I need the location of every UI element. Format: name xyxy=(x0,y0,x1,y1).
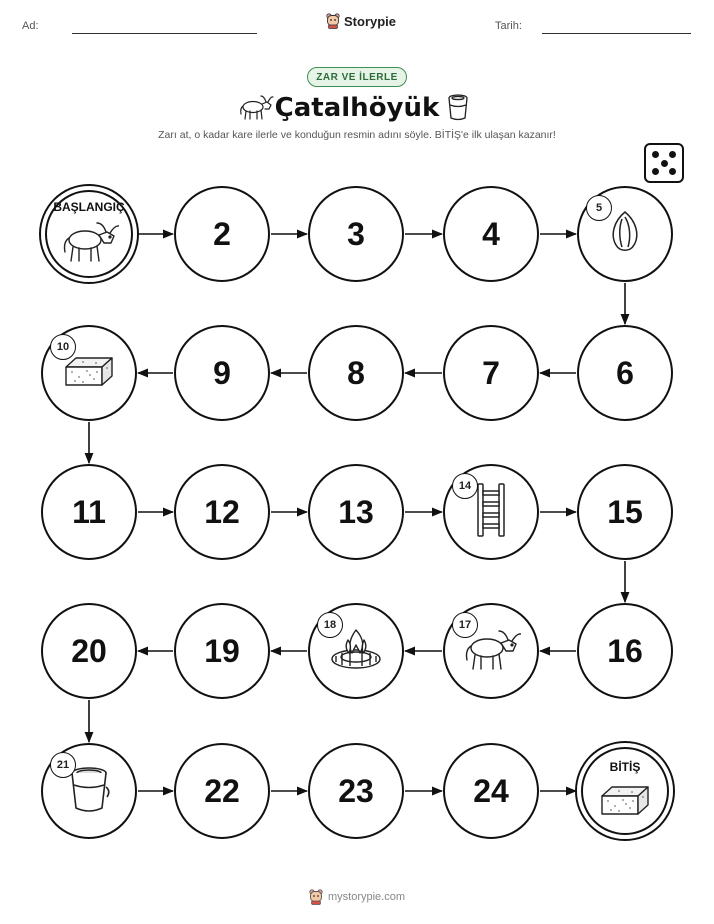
board-square-3[interactable] xyxy=(308,186,404,282)
ladder-icon xyxy=(473,482,509,543)
page-title: Çatalhöyük xyxy=(274,93,440,123)
square-number: 9 xyxy=(213,354,231,391)
board-square-24[interactable] xyxy=(443,743,539,839)
board-square-4[interactable] xyxy=(443,186,539,282)
start-label: BAŞLANGIÇ xyxy=(53,200,125,214)
storypie-mascot-icon xyxy=(309,889,323,905)
square-number: 13 xyxy=(338,493,374,530)
square-number: 6 xyxy=(616,354,634,391)
square-number: 11 xyxy=(72,493,106,530)
square-number: 12 xyxy=(204,493,240,530)
square-number-badge: 18 xyxy=(317,612,343,638)
storypie-mascot-icon xyxy=(326,13,340,29)
start-square[interactable] xyxy=(41,186,137,282)
board-square-9[interactable] xyxy=(174,325,270,421)
square-number: 22 xyxy=(204,772,240,809)
board-square-8[interactable] xyxy=(308,325,404,421)
brand-logo xyxy=(326,13,396,29)
square-number: 20 xyxy=(71,632,107,669)
square-number: 4 xyxy=(482,215,500,252)
instructions: Zarı at, o kadar kare ilerle ve konduğun resmin adını söyle. BİTİŞ'e ilk ulaşan kazanır! xyxy=(158,129,556,141)
game-type-tag: ZAR VE İLERLE xyxy=(307,67,407,87)
board-square-2[interactable] xyxy=(174,186,270,282)
square-number: 3 xyxy=(347,215,365,252)
name-label: Ad: xyxy=(22,20,39,32)
square-number: 15 xyxy=(607,493,643,530)
square-number: 16 xyxy=(607,632,643,669)
date-line[interactable] xyxy=(542,33,691,34)
footer-site: mystorypie.com xyxy=(327,891,406,903)
bucket-icon xyxy=(446,92,470,122)
square-number-badge: 14 xyxy=(452,473,478,499)
board-square-10[interactable] xyxy=(41,325,137,421)
bull-icon xyxy=(59,218,119,269)
footer xyxy=(0,889,714,905)
square-number: 8 xyxy=(347,354,365,391)
board-square-19[interactable] xyxy=(174,603,270,699)
square-number: 23 xyxy=(338,772,374,809)
square-number: 2 xyxy=(213,215,231,252)
seed-icon xyxy=(608,209,642,260)
mudbrick-icon xyxy=(63,353,115,394)
board-square-20[interactable] xyxy=(41,603,137,699)
board-square-11[interactable] xyxy=(41,464,137,560)
board-square-14[interactable] xyxy=(443,464,539,560)
square-number-badge: 17 xyxy=(452,612,478,638)
board-square-13[interactable] xyxy=(308,464,404,560)
board-square-23[interactable] xyxy=(308,743,404,839)
square-number-badge: 10 xyxy=(50,334,76,360)
square-number: 24 xyxy=(473,772,509,809)
board-square-17[interactable] xyxy=(443,603,539,699)
dice-five-icon[interactable] xyxy=(644,143,684,183)
board-square-22[interactable] xyxy=(174,743,270,839)
brand-name: Storypie xyxy=(344,13,397,29)
square-number-badge: 5 xyxy=(586,195,612,221)
square-number: 19 xyxy=(204,632,240,669)
mudbrick-icon xyxy=(599,782,651,823)
board-square-18[interactable] xyxy=(308,603,404,699)
board-square-7[interactable] xyxy=(443,325,539,421)
board-square-21[interactable] xyxy=(41,743,137,839)
finish-label: BİTİŞ xyxy=(609,760,641,774)
board-square-16[interactable] xyxy=(577,603,673,699)
date-label: Tarih: xyxy=(495,20,522,32)
board-square-15[interactable] xyxy=(577,464,673,560)
square-number-badge: 21 xyxy=(50,752,76,778)
board-square-5[interactable] xyxy=(577,186,673,282)
board-square-6[interactable] xyxy=(577,325,673,421)
board-square-12[interactable] xyxy=(174,464,270,560)
square-number: 7 xyxy=(482,354,500,391)
finish-square[interactable] xyxy=(577,743,673,839)
name-line[interactable] xyxy=(72,33,257,34)
